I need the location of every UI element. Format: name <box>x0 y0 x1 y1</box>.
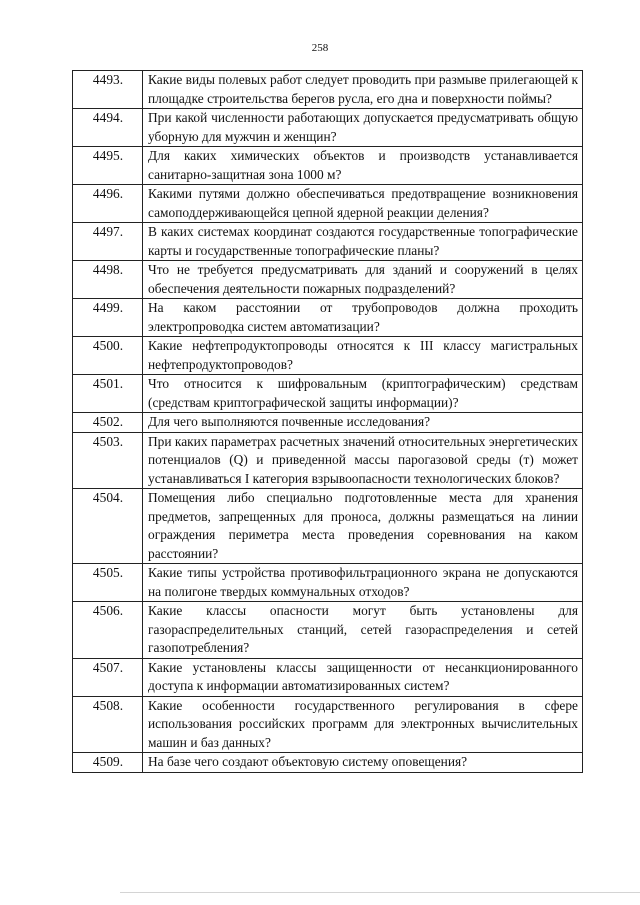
question-text: Для чего выполняются почвенные исследования? <box>143 413 583 433</box>
question-number: 4509. <box>73 753 143 773</box>
table-row <box>73 564 583 602</box>
questions-table-body <box>73 71 583 773</box>
question-text: Что не требуется предусматривать для зданий и сооружений в целях обеспечения деятельности пожарных подразделений? <box>143 261 583 299</box>
table-row <box>73 147 583 185</box>
table-row <box>73 753 583 773</box>
question-text: Какие установлены классы защищенности от несанкционированного доступа к информации автоматизированных систем? <box>143 658 583 696</box>
question-number: 4503. <box>73 432 143 489</box>
question-text: При каких параметрах расчетных значений относительных энергетических потенциалов (Q) и приведенной массы парогазовой среды (т) может устанавливаться I категория взрывоопасности технологических блоков? <box>143 432 583 489</box>
question-text: Какие типы устройства противофильтрационного экрана не допускаются на полигоне твердых коммунальных отходов? <box>143 564 583 602</box>
question-text: Помещения либо специально подготовленные места для хранения предметов, запрещенных для проноса, должны размещаться на линии ограждения периметра места проведения соревнования на каком расстоянии? <box>143 489 583 564</box>
question-text: Что относится к шифровальным (криптографическим) средствам (средствам криптографической защиты информации)? <box>143 375 583 413</box>
question-text: Какими путями должно обеспечиваться предотвращение возникновения самоподдерживающейся цепной ядерной реакции деления? <box>143 185 583 223</box>
question-number: 4504. <box>73 489 143 564</box>
question-number: 4508. <box>73 696 143 753</box>
question-number: 4500. <box>73 337 143 375</box>
question-number: 4505. <box>73 564 143 602</box>
question-text: При какой численности работающих допускается предусматривать общую уборную для мужчин и женщин? <box>143 109 583 147</box>
table-row <box>73 299 583 337</box>
table-row <box>73 489 583 564</box>
question-text: На базе чего создают объектовую систему оповещения? <box>143 753 583 773</box>
question-number: 4502. <box>73 413 143 433</box>
question-text: Какие особенности государственного регулирования в сфере использования российских программ для электронных вычислительных машин и баз данных? <box>143 696 583 753</box>
question-number: 4495. <box>73 147 143 185</box>
question-number: 4501. <box>73 375 143 413</box>
table-row <box>73 602 583 659</box>
scan-edge-line <box>120 892 640 893</box>
question-text: На каком расстоянии от трубопроводов должна проходить электропроводка систем автоматизации? <box>143 299 583 337</box>
question-number: 4498. <box>73 261 143 299</box>
question-number: 4496. <box>73 185 143 223</box>
question-text: В каких системах координат создаются государственные топографические карты и государственные топографические планы? <box>143 223 583 261</box>
question-number: 4507. <box>73 658 143 696</box>
questions-table <box>72 70 583 773</box>
table-row <box>73 432 583 489</box>
question-text: Какие классы опасности могут быть установлены для газораспределительных станций, сетей газораспределения и сетей газопотребления? <box>143 602 583 659</box>
table-row <box>73 109 583 147</box>
question-text: Какие нефтепродуктопроводы относятся к III классу магистральных нефтепродуктопроводов? <box>143 337 583 375</box>
question-number: 4499. <box>73 299 143 337</box>
question-number: 4497. <box>73 223 143 261</box>
table-row <box>73 696 583 753</box>
table-row <box>73 658 583 696</box>
question-text: Для каких химических объектов и производств устанавливается санитарно-защитная зона 1000 м? <box>143 147 583 185</box>
table-row <box>73 337 583 375</box>
question-number: 4493. <box>73 71 143 109</box>
table-row <box>73 71 583 109</box>
table-row <box>73 223 583 261</box>
table-row <box>73 375 583 413</box>
table-row <box>73 185 583 223</box>
question-number: 4494. <box>73 109 143 147</box>
page-number: 258 <box>311 42 329 54</box>
table-row <box>73 413 583 433</box>
table-row <box>73 261 583 299</box>
question-number: 4506. <box>73 602 143 659</box>
question-text: Какие виды полевых работ следует проводить при размыве прилегающей к площадке строительства берегов русла, его дна и поверхности поймы? <box>143 71 583 109</box>
